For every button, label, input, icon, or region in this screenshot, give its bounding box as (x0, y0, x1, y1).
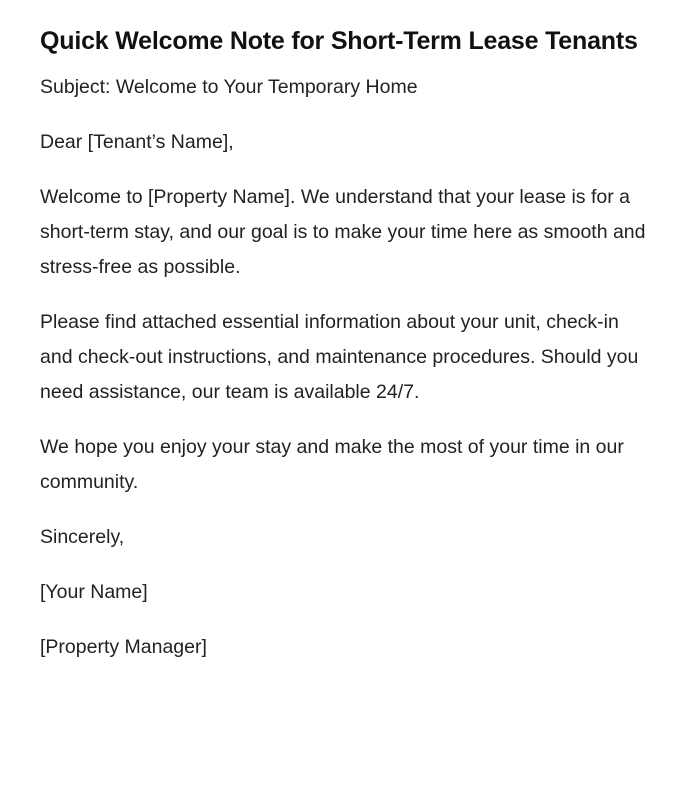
body-paragraph-information: Please find attached essential information about your unit, check-in and check-out instructions, and maintenance procedures. Should you need assistance, our team is available 24/7. (40, 311, 639, 403)
subject-line: Subject: Welcome to Your Temporary Home (40, 76, 418, 98)
closing: Sincerely, (40, 526, 125, 548)
signature-name: [Your Name] (40, 581, 148, 603)
body-paragraph-welcome: Welcome to [Property Name]. We understand that your lease is for a short-term stay, and our goal is to make your time here as smooth and stress-free as possible. (40, 186, 646, 278)
greeting: Dear [Tenant’s Name], (40, 131, 234, 153)
signature-title: [Property Manager] (40, 636, 207, 658)
document-title: Quick Welcome Note for Short-Term Lease Tenants (40, 27, 638, 55)
letter-document (40, 19, 650, 685)
body-paragraph-enjoy-stay: We hope you enjoy your stay and make the most of your time in our community. (40, 436, 624, 493)
